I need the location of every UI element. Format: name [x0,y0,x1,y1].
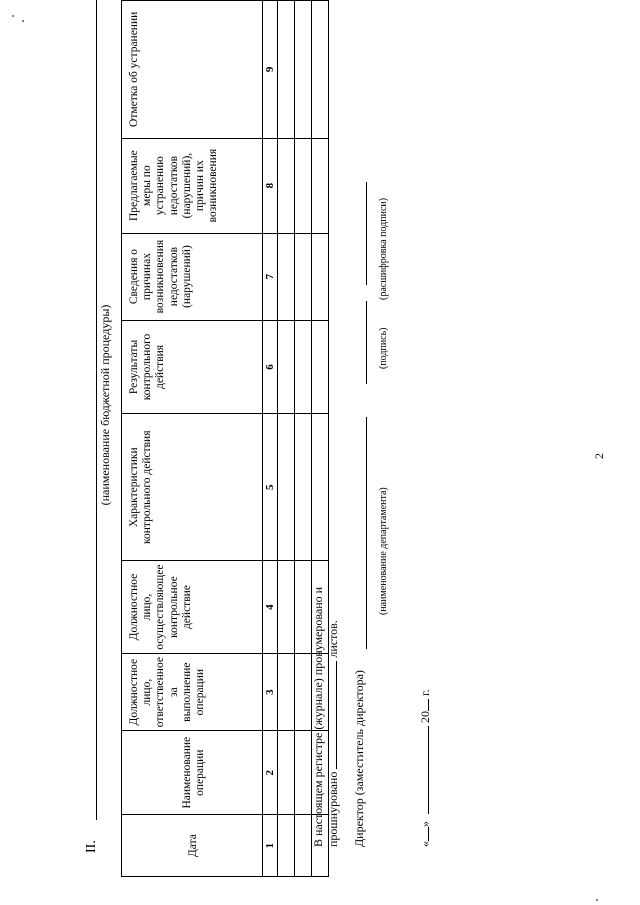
date-line: «» 20 г. [418,689,432,847]
header-date: Дата [122,815,263,877]
header-responsible-person: Должностное лицо, ответственное за выполнение операции [122,654,263,731]
column-number: 7 [263,233,278,320]
column-number: 1 [263,815,278,877]
scan-speck [12,15,14,17]
scan-speck [596,899,598,901]
register-statement-line1: В настоящем регистре (журнале) пронумеровано и [311,586,325,847]
day-blank [428,827,429,841]
column-number-row [263,1,278,877]
signature-caption: (подпись) [378,327,389,369]
column-number: 5 [263,414,278,561]
director-label: Директор (заместитель директора) [352,670,366,847]
procedure-caption: (наименование бюджетной процедуры) [98,304,112,506]
month-blank [428,726,429,814]
section-number: II. [84,840,99,853]
sheet-count-blank [336,661,337,769]
year-blank [428,699,429,711]
column-number: 4 [263,561,278,654]
register-statement-line2: прошнуровано листов. [326,620,340,847]
page-number: 2 [592,453,606,459]
decoding-caption: (расшифровка подписи) [378,197,389,300]
column-number: 9 [263,1,278,139]
table-row [295,1,312,877]
header-elimination-mark: Отметка об устранении [122,1,263,139]
header-operation-name: Наименование операции [122,731,263,815]
column-number: 3 [263,654,278,731]
register-table [121,0,329,877]
table-row [278,1,295,877]
procedure-name-line [96,0,97,820]
department-line [366,417,367,649]
header-proposed-measures: Предлагаемые меры по устранению недостатков (нарушений), причин их возникновения [122,138,263,233]
header-control-characteristics: Характеристики контрольного действия [122,414,263,561]
header-violation-causes: Сведения о причинах возникновения недостатков (нарушений) [122,233,263,320]
header-controlling-person: Должностное лицо, осуществляющее контрольное действие [122,561,263,654]
column-number: 8 [263,138,278,233]
scan-speck [22,20,24,22]
column-number: 6 [263,320,278,414]
header-row [122,1,263,877]
decoding-line [366,182,367,285]
header-control-results: Результаты контрольного действия [122,320,263,414]
department-caption: (наименование департамента) [378,487,389,615]
signature-line [366,301,367,384]
column-number: 2 [263,731,278,815]
